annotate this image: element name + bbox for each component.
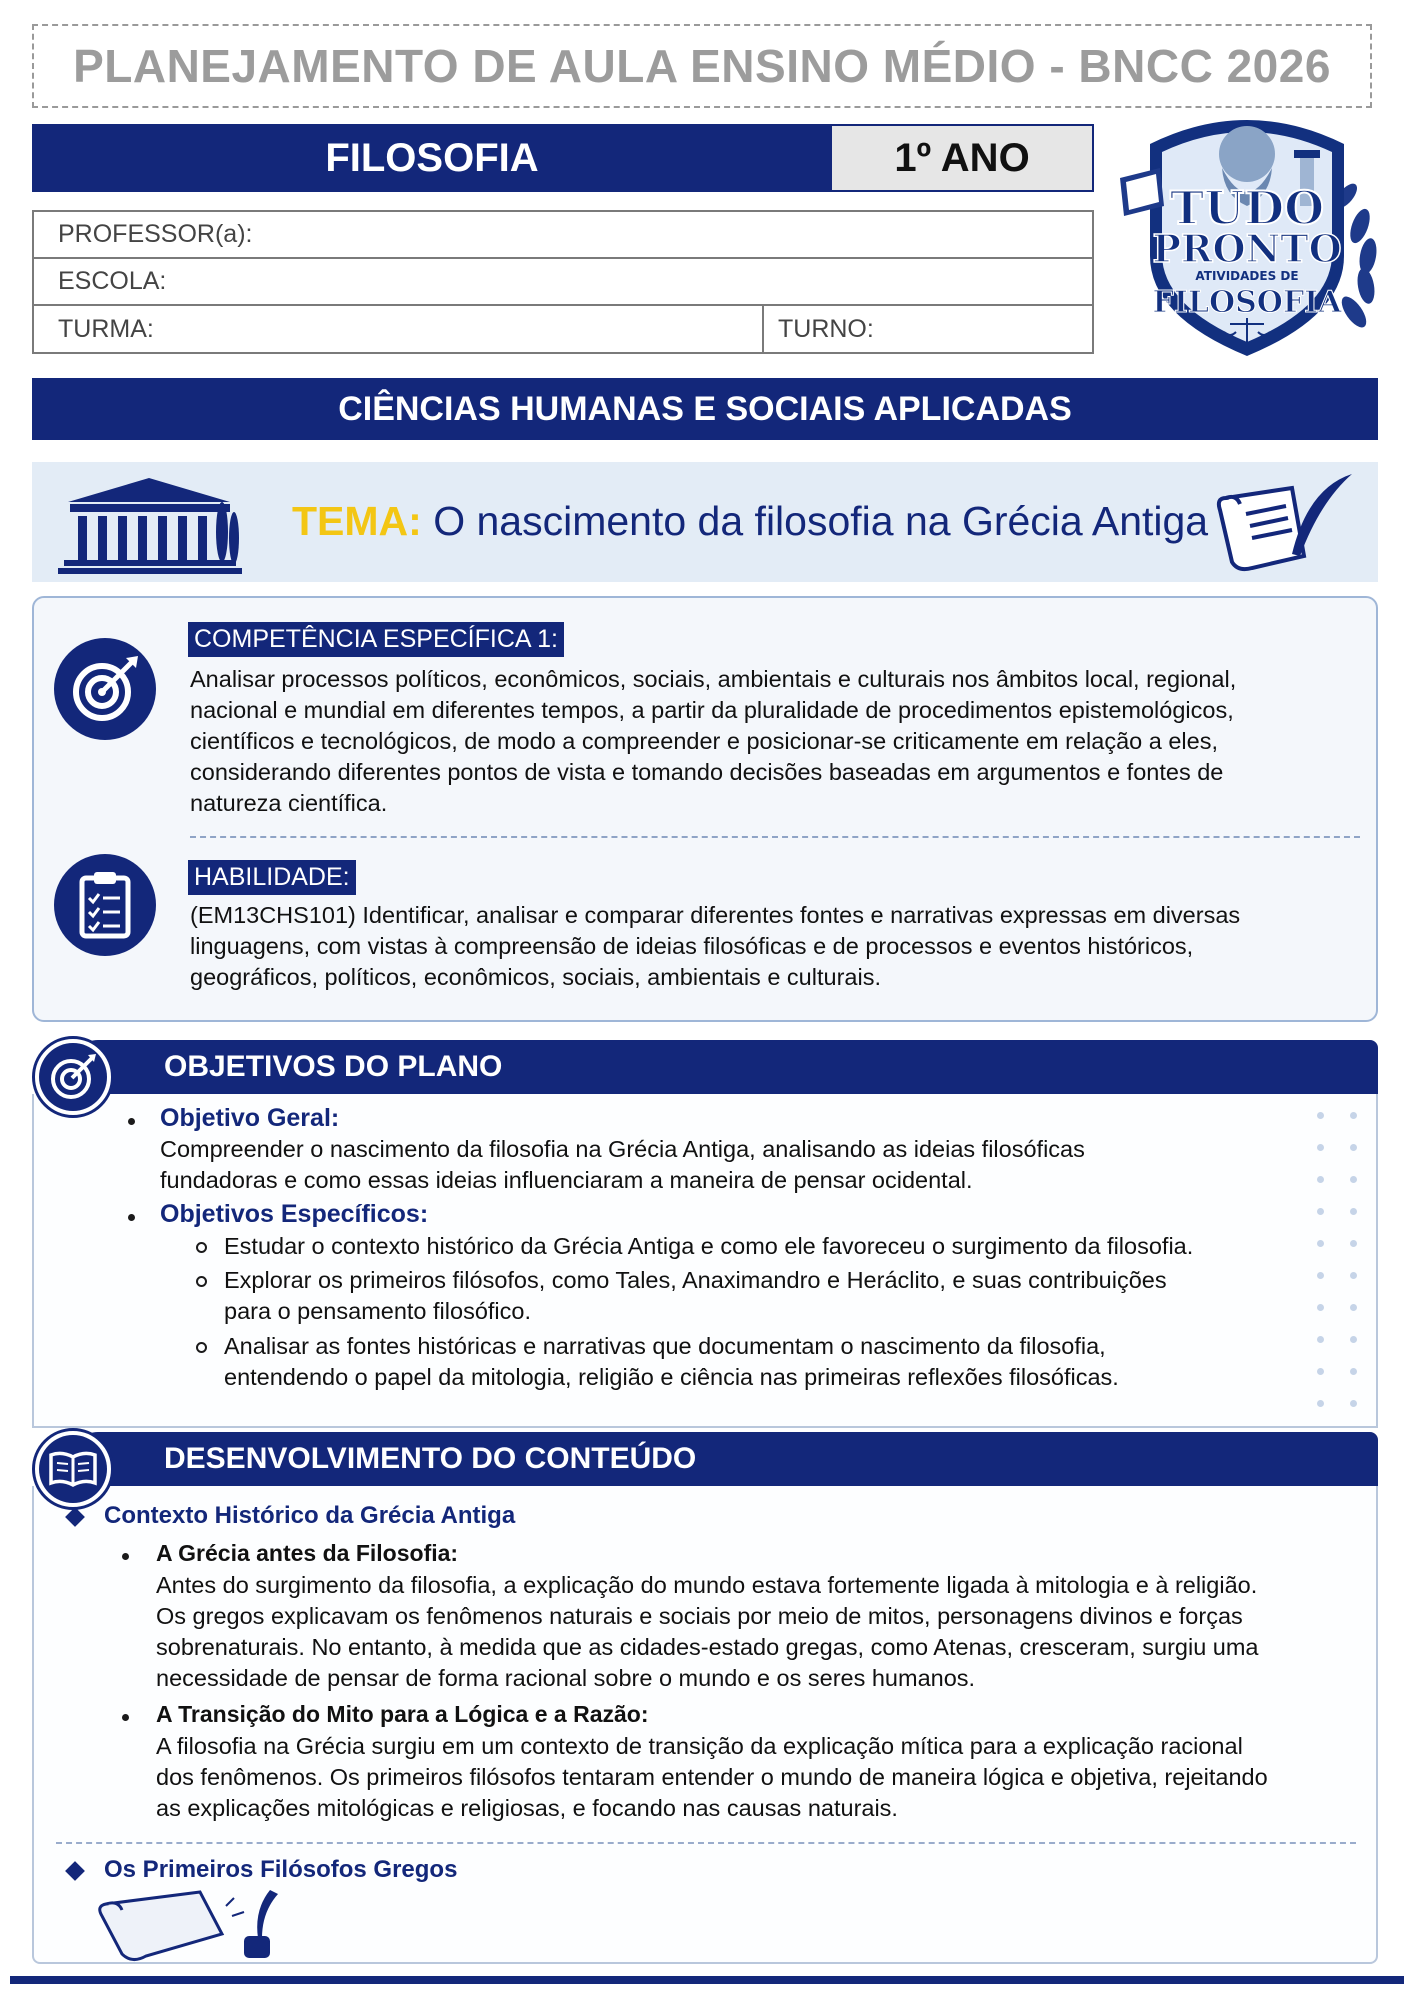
subtopic-line: Antes do surgimento da filosofia, a explicação do mundo estava fortemente ligada à mitologia e à religião. <box>156 1572 1258 1598</box>
logo-line-3: ATIVIDADES DE <box>1195 269 1299 283</box>
decorative-dot <box>1350 1304 1357 1311</box>
tema-text: O nascimento da filosofia na Grécia Antiga <box>433 498 1209 544</box>
decorative-dot <box>1317 1240 1324 1247</box>
target-icon <box>54 638 156 740</box>
logo-line-4: FILOSOFIA <box>1152 285 1342 320</box>
subtopic-line: A filosofia na Grécia surgiu em um contexto de transição da explicação mítica para a explicação racional <box>156 1733 1243 1759</box>
subtopic-title: A Grécia antes da Filosofia: <box>156 1540 459 1566</box>
decorative-dot <box>1350 1368 1357 1375</box>
habilidade-tag <box>188 860 356 895</box>
decorative-dot <box>1350 1400 1357 1407</box>
objetivo-geral-line: fundadoras e como essas ideias influenciaram a maneira de pensar ocidental. <box>160 1167 973 1193</box>
decorative-dot <box>1350 1176 1357 1183</box>
tema-banner <box>32 462 1378 582</box>
decorative-dot <box>1317 1176 1324 1183</box>
habilidade-text <box>190 900 1360 993</box>
info-fields <box>32 210 1094 354</box>
year-box: 1º ANO <box>832 124 1094 192</box>
competencia-line: nacional e mundial em diferentes tempos, a partir da pluralidade de procedimentos epistemológicos, <box>190 697 1234 723</box>
subtopic-text <box>156 1570 1356 1694</box>
document-title: PLANEJAMENTO DE AULA ENSINO MÉDIO - BNCC 2026 <box>32 24 1372 108</box>
objetivos-header <box>72 1040 1378 1094</box>
desenvolvimento-section <box>32 1428 1378 1964</box>
subtopic-text <box>156 1731 1356 1824</box>
objetivo-especifico-item <box>224 1231 1324 1262</box>
decorative-dot <box>1350 1144 1357 1151</box>
school-label: ESCOLA: <box>58 267 167 295</box>
decorative-dot <box>1317 1304 1324 1311</box>
scroll-inkwell-icon <box>92 1890 282 1964</box>
subtopic-line: dos fenômenos. Os primeiros filósofos tentaram entender o mundo de maneira lógica e objetiva, rejeitando <box>156 1764 1268 1790</box>
desenvolvimento-header <box>72 1432 1378 1486</box>
objetivos-title: OBJETIVOS DO PLANO <box>164 1050 503 1083</box>
class-label: TURMA: <box>58 314 154 343</box>
decorative-dot <box>1317 1112 1324 1119</box>
decorative-dot <box>1317 1208 1324 1215</box>
knowledge-area-bar: CIÊNCIAS HUMANAS E SOCIAIS APLICADAS <box>32 378 1378 440</box>
class-field[interactable] <box>34 306 764 352</box>
decorative-dot <box>1317 1368 1324 1375</box>
objetivo-especifico-line: Explorar os primeiros filósofos, como Tales, Anaximandro e Heráclito, e suas contribuições <box>224 1267 1167 1293</box>
objetivo-geral-title: Objetivo Geral: <box>160 1104 340 1132</box>
objetivos-icon-badge <box>32 1036 114 1118</box>
decorative-dot <box>1317 1272 1324 1279</box>
subtopic-line: Os gregos explicavam os fenômenos naturais e sociais por meio de mitos, personagens divinos e forças <box>156 1603 1243 1629</box>
decorative-dot <box>1350 1112 1357 1119</box>
checklist-icon <box>54 854 156 956</box>
decorative-dot <box>1350 1272 1357 1279</box>
subject-bar: FILOSOFIA <box>32 124 832 192</box>
competencia-title: COMPETÊNCIA ESPECÍFICA 1: <box>188 622 564 657</box>
bullet <box>128 1118 135 1125</box>
objetivo-especifico-line: Analisar as fontes históricas e narrativas que documentam o nascimento da filosofia, <box>224 1333 1106 1359</box>
objetivo-especifico-line: Estudar o contexto histórico da Grécia Antiga e como ele favoreceu o surgimento da filosofia. <box>224 1233 1194 1259</box>
scroll-quill-icon <box>1212 468 1362 578</box>
logo-line-2: PRONTO <box>1152 226 1342 271</box>
decorative-dot <box>1317 1400 1324 1407</box>
bullet <box>128 1214 135 1221</box>
desenvolvimento-icon-badge <box>32 1428 114 1510</box>
objetivos-especificos-title: Objetivos Específicos: <box>160 1200 429 1228</box>
divider <box>190 836 1360 838</box>
sub-bullet <box>196 1242 207 1253</box>
subtopic-line: necessidade de pensar de forma racional sobre o mundo e os seres humanos. <box>156 1665 976 1691</box>
subtopic-line: as explicações mitológicas e religiosas, e focando nas causas naturais. <box>156 1795 898 1821</box>
bullet <box>122 1553 129 1560</box>
topic-title: Os Primeiros Filósofos Gregos <box>104 1856 458 1883</box>
decorative-dot <box>1350 1208 1357 1215</box>
objetivo-especifico-item <box>224 1265 1324 1327</box>
divider <box>56 1842 1356 1844</box>
objetivo-especifico-line: para o pensamento filosófico. <box>224 1298 531 1324</box>
teacher-label: PROFESSOR(a): <box>58 220 253 248</box>
habilidade-title: HABILIDADE: <box>188 860 356 895</box>
subtopic-title: A Transição do Mito para a Lógica e a Razão: <box>156 1701 649 1727</box>
objetivo-geral-text <box>160 1134 1280 1196</box>
objetivo-especifico-item <box>224 1331 1324 1393</box>
competencia-tag <box>188 622 564 657</box>
topic-title: Contexto Histórico da Grécia Antiga <box>104 1502 516 1529</box>
subtopic-line: sobrenaturais. No entanto, à medida que as cidades-estado gregas, como Atenas, cresceram, surgiu uma <box>156 1634 1259 1660</box>
shift-field[interactable] <box>764 315 874 344</box>
bullet <box>122 1714 129 1721</box>
school-field[interactable] <box>34 259 1092 306</box>
tema-label: TEMA: <box>292 498 422 544</box>
sub-bullet <box>196 1342 207 1353</box>
habilidade-line: geográficos, políticos, econômicos, sociais, ambientais e culturais. <box>190 964 881 990</box>
tema-title <box>292 498 1208 545</box>
competencia-line: considerando diferentes pontos de vista e tomando decisões baseadas em argumentos e fontes de <box>190 759 1224 785</box>
objetivos-section <box>32 1036 1378 1428</box>
tudo-pronto-logo <box>1110 106 1384 360</box>
habilidade-line: linguagens, com vistas à compreensão de ideias filosóficas e de processos e eventos históricos, <box>190 933 1194 959</box>
greek-temple-icon <box>54 472 244 576</box>
desenvolvimento-title: DESENVOLVIMENTO DO CONTEÚDO <box>164 1442 697 1475</box>
logo-line-1: TUDO <box>1169 181 1325 235</box>
competencia-line: Analisar processos políticos, econômicos, sociais, ambientais e culturais nos âmbitos local, regional, <box>190 666 1237 692</box>
decorative-dot <box>1317 1144 1324 1151</box>
target-icon <box>48 1052 98 1102</box>
habilidade-line: (EM13CHS101) Identificar, analisar e comparar diferentes fontes e narrativas expressas em diversas <box>190 902 1241 928</box>
open-book-icon <box>48 1449 98 1489</box>
objetivo-especifico-line: entendendo o papel da mitologia, religião e ciência nas primeiras reflexões filosóficas. <box>224 1364 1119 1390</box>
sub-bullet <box>196 1276 207 1287</box>
shift-label: TURNO: <box>778 314 874 343</box>
decorative-dot <box>1350 1240 1357 1247</box>
competencia-card <box>32 596 1378 1022</box>
competencia-line: científicos e tecnológicos, de modo a compreender e posicionar-se criticamente em relação a eles, <box>190 728 1218 754</box>
decorative-dot <box>1350 1336 1357 1343</box>
competencia-line: natureza científica. <box>190 790 388 816</box>
class-shift-row <box>34 306 1092 352</box>
decorative-dot <box>1317 1336 1324 1343</box>
footer-rule <box>10 1976 1404 1984</box>
objetivo-geral-line: Compreender o nascimento da filosofia na Grécia Antiga, analisando as ideias filosóficas <box>160 1136 1085 1162</box>
competencia-text <box>190 664 1360 819</box>
teacher-field[interactable] <box>34 212 1092 259</box>
